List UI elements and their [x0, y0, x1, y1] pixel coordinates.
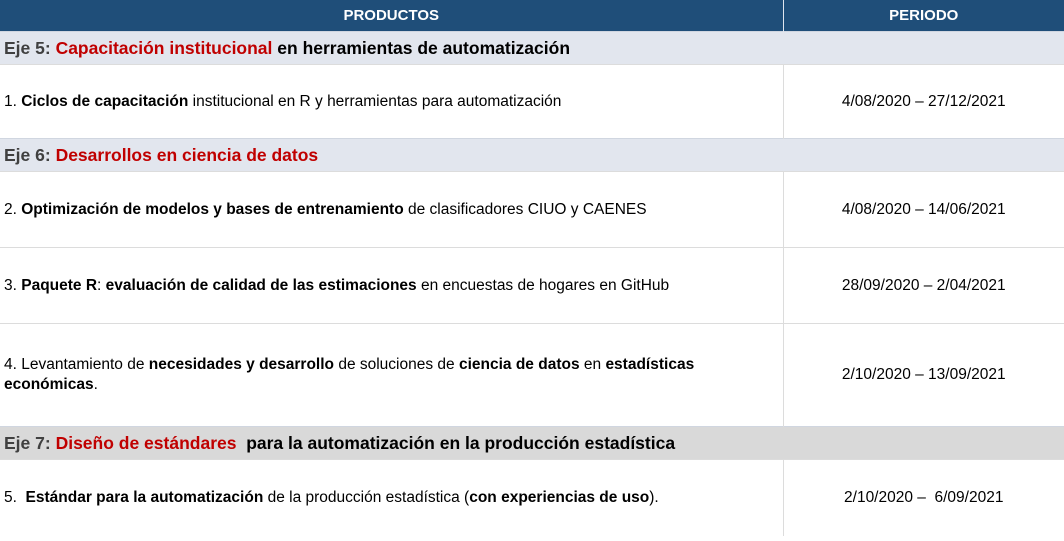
- header-period: PERIODO: [783, 0, 1064, 32]
- axis-row-5: [0, 32, 1064, 65]
- table-row: [0, 324, 1064, 427]
- table-row: [0, 460, 1064, 536]
- table-row: [0, 65, 1064, 139]
- period-cell: 2/10/2020 – 6/09/2021: [783, 460, 1064, 536]
- axis-title: Eje 5: Capacitación institucional en herramientas de automatización: [0, 32, 1064, 65]
- table-header-row: [0, 0, 1064, 32]
- product-cell: 5. Estándar para la automatización de la producción estadística (con experiencias de uso).: [0, 460, 783, 536]
- product-cell: 4. Levantamiento de necesidades y desarrollo de soluciones de ciencia de datos en estadísticas económicas.: [0, 324, 783, 427]
- axis-row-7: [0, 427, 1064, 460]
- axis-row-6: [0, 139, 1064, 172]
- period-cell: 28/09/2020 – 2/04/2021: [783, 248, 1064, 324]
- table-row: [0, 172, 1064, 248]
- header-products: PRODUCTOS: [0, 0, 783, 32]
- axis-title: Eje 7: Diseño de estándares para la automatización en la producción estadística: [0, 427, 1064, 460]
- period-cell: 4/08/2020 – 14/06/2021: [783, 172, 1064, 248]
- axis-title: Eje 6: Desarrollos en ciencia de datos: [0, 139, 1064, 172]
- product-cell: 1. Ciclos de capacitación institucional en R y herramientas para automatización: [0, 65, 783, 139]
- period-cell: 2/10/2020 – 13/09/2021: [783, 324, 1064, 427]
- table-row: [0, 248, 1064, 324]
- product-cell: 2. Optimización de modelos y bases de entrenamiento de clasificadores CIUO y CAENES: [0, 172, 783, 248]
- product-cell: 3. Paquete R: evaluación de calidad de las estimaciones en encuestas de hogares en GitHub: [0, 248, 783, 324]
- period-cell: 4/08/2020 – 27/12/2021: [783, 65, 1064, 139]
